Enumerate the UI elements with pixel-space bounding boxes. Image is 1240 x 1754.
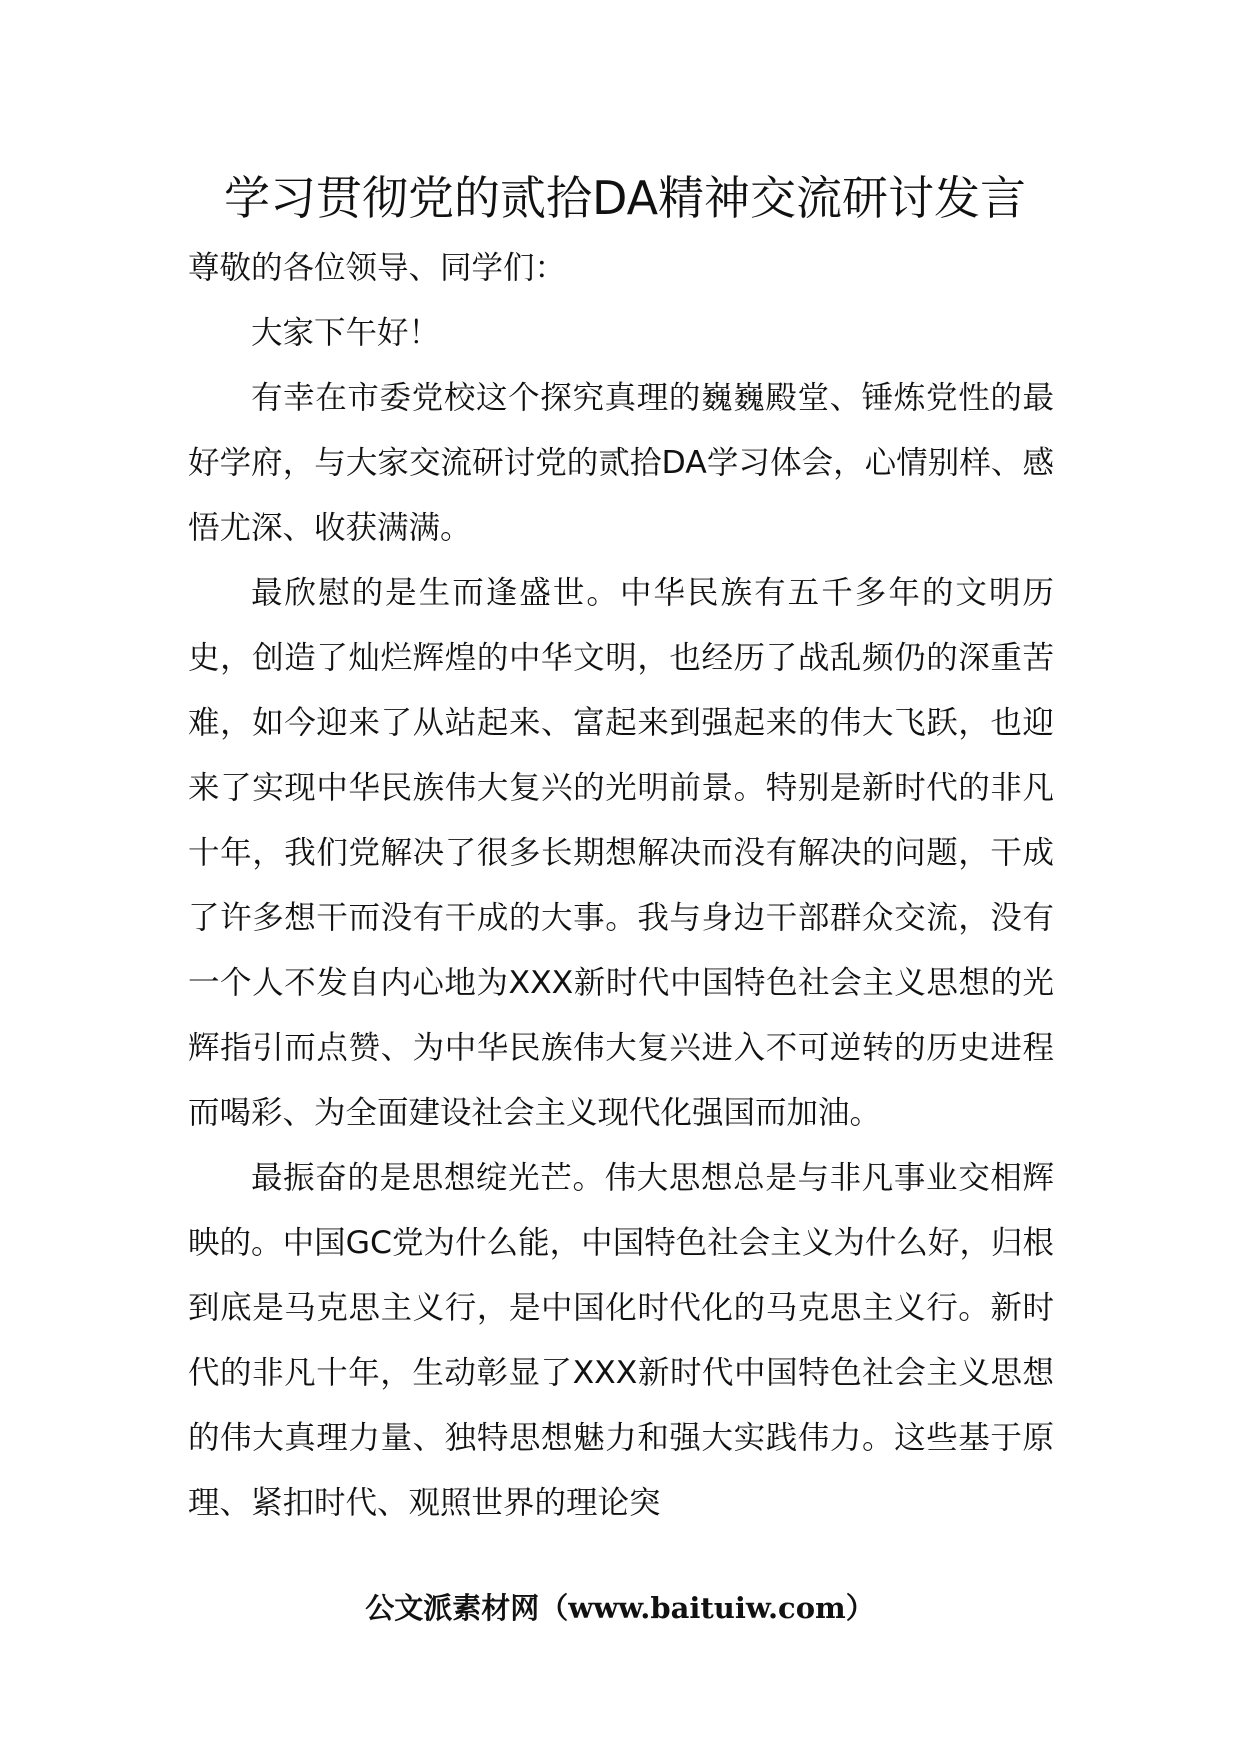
greeting: 大家下午好！ — [251, 315, 441, 351]
document-title: 学习贯彻党的贰拾DA精神交流研讨发言 — [223, 171, 1027, 225]
document-body — [188, 236, 1054, 1536]
footer-watermark: 公文派素材网（www.baituiw.com） — [365, 1591, 875, 1625]
paragraph-2: 最欣慰的是生而逢盛世。中华民族有五千多年的文明历史，创造了灿烂辉煌的中华文明，也经历了战乱频仍的深重苦难，如今迎来了从站起来、富起来到强起来的伟大飞跃，也迎来了实现中华民族伟大复兴的光明前景。特别是新时代的非凡十年，我们党解决了很多长期想解决而没有解决的问题，干成了许多想干而没有干成的大事。我与身边干部群众交流，没有一个人不发自内心地为XXX新时代中国特色社会主义思想的光辉指引而点赞、为中华民族伟大复兴进入不可逆转的历史进程而喝彩、为全面建设社会主义现代化强国而加油。 — [188, 575, 1054, 1131]
paragraph-3: 最振奋的是思想绽光芒。伟大思想总是与非凡事业交相辉映的。中国GC党为什么能，中国特色社会主义为什么好，归根到底是马克思主义行，是中国化时代化的马克思主义行。新时代的非凡十年，生动彰显了XXX新时代中国特色社会主义思想的伟大真理力量、独特思想魅力和强大实践伟力。这些基于原理、紧扣时代、观照世界的理论突 — [188, 1160, 1054, 1521]
salutation: 尊敬的各位领导、同学们： — [188, 250, 567, 286]
paragraph-1: 有幸在市委党校这个探究真理的巍巍殿堂、锤炼党性的最好学府，与大家交流研讨党的贰拾DA学习体会，心情别样、感悟尤深、收获满满。 — [188, 380, 1054, 546]
